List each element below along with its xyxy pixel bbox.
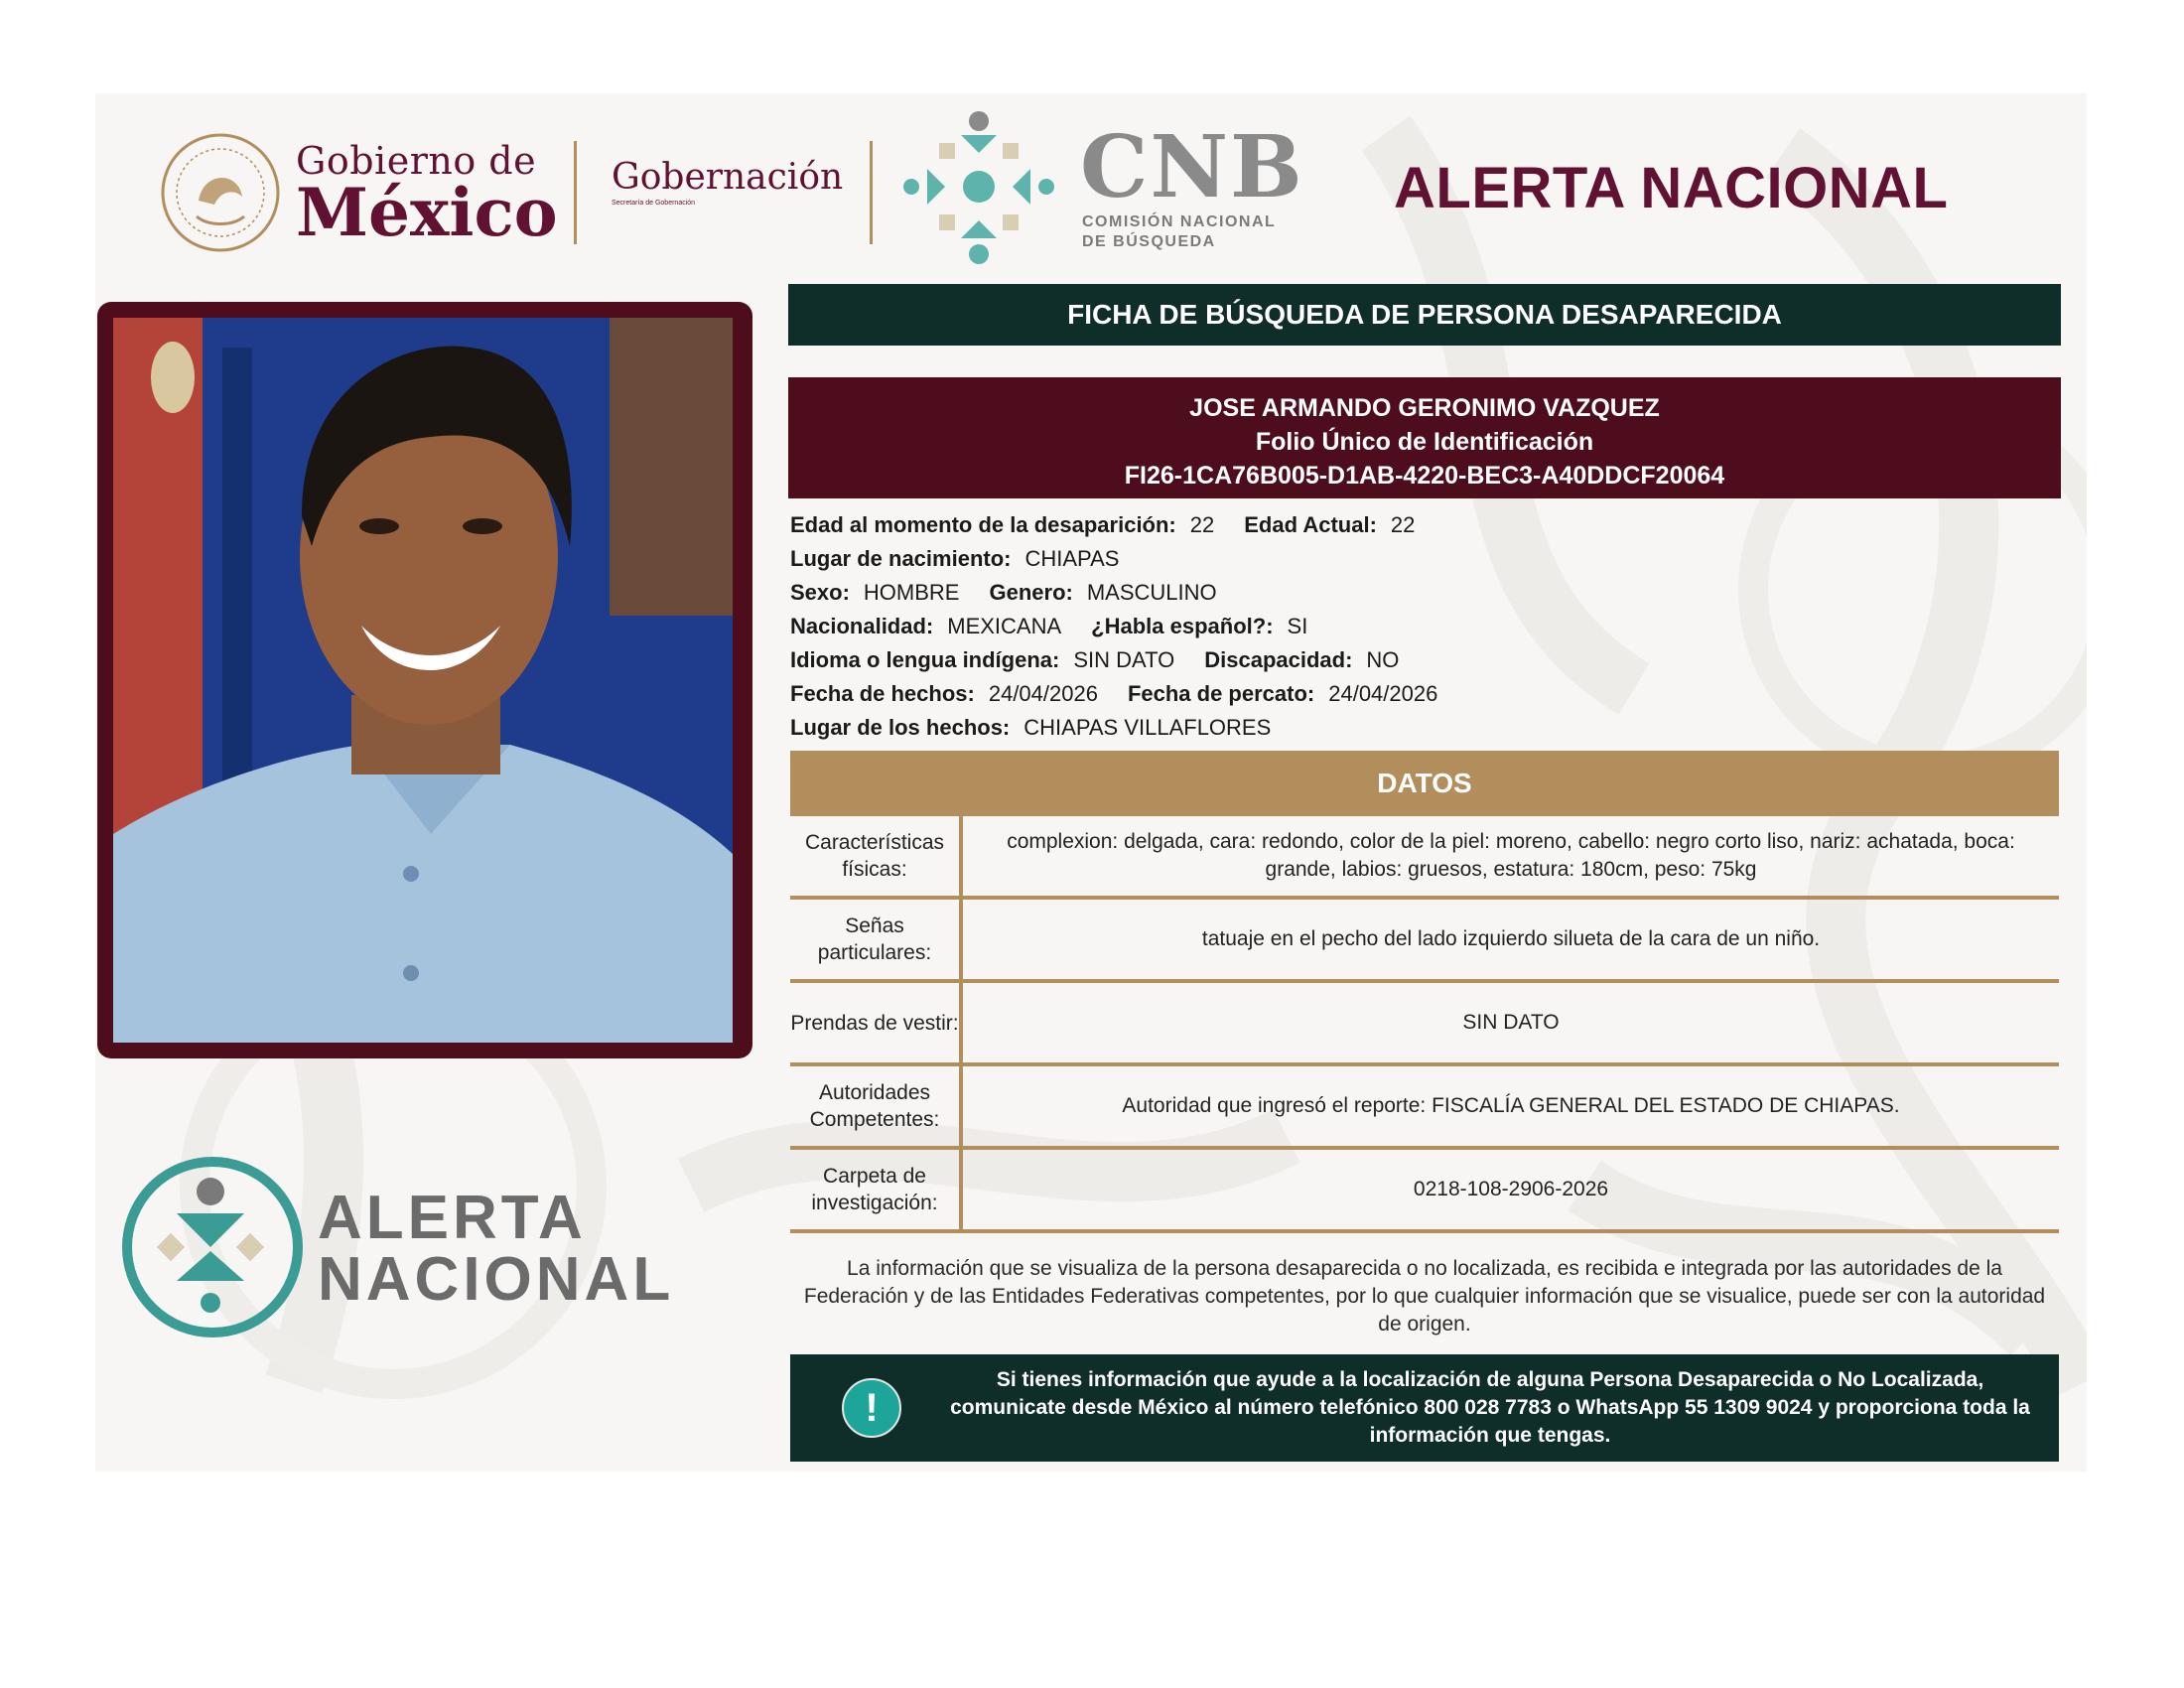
info-row-nacionalidad <box>790 614 1307 639</box>
cnb-logo-icon <box>899 107 1058 266</box>
lugar-hechos-value: CHIAPAS VILLAFLORES <box>1024 715 1272 740</box>
edad-desaparicion-value: 22 <box>1189 512 1215 537</box>
person-name-box <box>788 377 2061 498</box>
gobernacion-logo <box>612 157 843 207</box>
alerta-nacional-logo <box>318 1184 675 1314</box>
datos-row-label: Carpeta de investigación: <box>790 1150 963 1229</box>
idioma-label: Idioma o lengua indígena: <box>790 647 1060 672</box>
info-row-edad <box>790 512 1415 538</box>
datos-row-label: Prendas de vestir: <box>790 983 963 1062</box>
datos-heading: DATOS <box>790 751 2059 816</box>
fecha-hechos-value: 24/04/2026 <box>988 681 1098 706</box>
disclaimer-text: La información que se visualiza de la persona desaparecida o no localizada, es recibida e integrada por las autoridades de la Federación y de las Entidades Federativas competentes, por lo que cualquier información que se visualice, puede ser con la autoridad de origen. <box>803 1257 2046 1336</box>
contact-message: Si tienes información que ayude a la localización de alguna Persona Desaparecida o No Localizada, comunicate desde México al número telefónico 800 028 7783 o WhatsApp 55 1309 9024 y proporciona toda la información que tengas. <box>950 1368 2030 1447</box>
info-row-idioma <box>790 647 1399 673</box>
edad-actual-label: Edad Actual: <box>1244 512 1377 537</box>
alerta-nacional-heading: ALERTA NACIONAL <box>1394 156 1949 220</box>
discapacidad-label: Discapacidad: <box>1204 647 1353 672</box>
person-portrait-image <box>113 318 733 1043</box>
datos-row-value: Autoridad que ingresó el reporte: FISCALÍA GENERAL DEL ESTADO DE CHIAPAS. <box>1122 1094 1900 1117</box>
genero-value: MASCULINO <box>1086 580 1217 605</box>
info-row-fechas <box>790 681 1437 707</box>
nacionalidad-label: Nacionalidad: <box>790 614 934 638</box>
habla-espanol-label: ¿Habla español?: <box>1091 614 1274 638</box>
gob-line2: México <box>296 174 558 251</box>
folio-label: Folio Único de Identificación <box>1255 428 1594 456</box>
folio-number: FI26-1CA76B005-D1AB-4220-BEC3-A40DDCF20064 <box>1124 462 1725 490</box>
datos-row-carpeta <box>790 1150 2059 1233</box>
info-row-sexo <box>790 580 1217 606</box>
info-row-lugar-hechos <box>790 715 1271 741</box>
edad-desaparicion-label: Edad al momento de la desaparición: <box>790 512 1176 537</box>
gobernacion-subtitle: Secretaría de Gobernación <box>612 200 696 207</box>
sexo-label: Sexo: <box>790 580 850 605</box>
logo-line1: ALERTA <box>318 1184 587 1252</box>
photo-frame <box>97 302 752 1058</box>
datos-row-value: SIN DATO <box>1462 1011 1560 1034</box>
datos-row-value: 0218-108-2906-2026 <box>1413 1178 1609 1200</box>
cnb-subtitle-line1: COMISIÓN NACIONAL <box>1082 213 1277 230</box>
nacionalidad-value: MEXICANA <box>947 614 1062 638</box>
datos-row-label: Autoridades Competentes: <box>790 1066 963 1146</box>
alerta-nacional-logo-icon <box>117 1152 308 1342</box>
cnb-title: CNB <box>1080 117 1304 217</box>
datos-row-senas <box>790 900 2059 983</box>
datos-row-value: complexion: delgada, cara: redondo, color de la piel: moreno, cabello: negro corto liso, nariz: achatada, boca: grande, labios: gruesos, estatura: 180cm, peso: 75kg <box>1007 830 2015 881</box>
genero-label: Genero: <box>989 580 1073 605</box>
edad-actual-value: 22 <box>1390 512 1416 537</box>
ficha-title: FICHA DE BÚSQUEDA DE PERSONA DESAPARECIDA <box>788 284 2061 346</box>
cnb-subtitle <box>1082 212 1276 252</box>
sexo-value: HOMBRE <box>863 580 960 605</box>
datos-row-caracteristicas <box>790 816 2059 900</box>
missing-person-photo <box>113 318 733 1043</box>
datos-row-prendas <box>790 983 2059 1066</box>
lugar-nacimiento-value: CHIAPAS <box>1024 546 1120 571</box>
contact-banner <box>790 1354 2059 1462</box>
person-name: JOSE ARMANDO GERONIMO VAZQUEZ <box>1189 394 1660 422</box>
cnb-subtitle-line2: DE BÚSQUEDA <box>1082 233 1216 250</box>
datos-row-value: tatuaje en el pecho del lado izquierdo silueta de la cara de un niño. <box>1201 927 1821 950</box>
datos-row-label: Señas particulares: <box>790 900 963 979</box>
gob-line1: Gobierno de <box>296 139 537 183</box>
datos-row-label: Características físicas: <box>790 816 963 896</box>
fecha-hechos-label: Fecha de hechos: <box>790 681 975 706</box>
exclamation-icon: ! <box>842 1378 901 1438</box>
idioma-value: SIN DATO <box>1073 647 1175 672</box>
gobierno-de-mexico-logo <box>296 139 558 251</box>
mexico-coat-of-arms-icon <box>159 131 282 254</box>
habla-espanol-value: SI <box>1287 614 1308 638</box>
header-divider <box>870 141 873 244</box>
header-divider <box>574 141 577 244</box>
fecha-percato-label: Fecha de percato: <box>1127 681 1315 706</box>
datos-row-autoridades <box>790 1066 2059 1150</box>
lugar-nacimiento-label: Lugar de nacimiento: <box>790 546 1012 571</box>
info-row-nacimiento <box>790 546 1119 572</box>
lugar-hechos-label: Lugar de los hechos: <box>790 715 1011 740</box>
gobernacion-title: Gobernación <box>612 157 844 198</box>
discapacidad-value: NO <box>1366 647 1400 672</box>
fecha-percato-value: 24/04/2026 <box>1328 681 1438 706</box>
logo-line2: NACIONAL <box>318 1245 675 1314</box>
